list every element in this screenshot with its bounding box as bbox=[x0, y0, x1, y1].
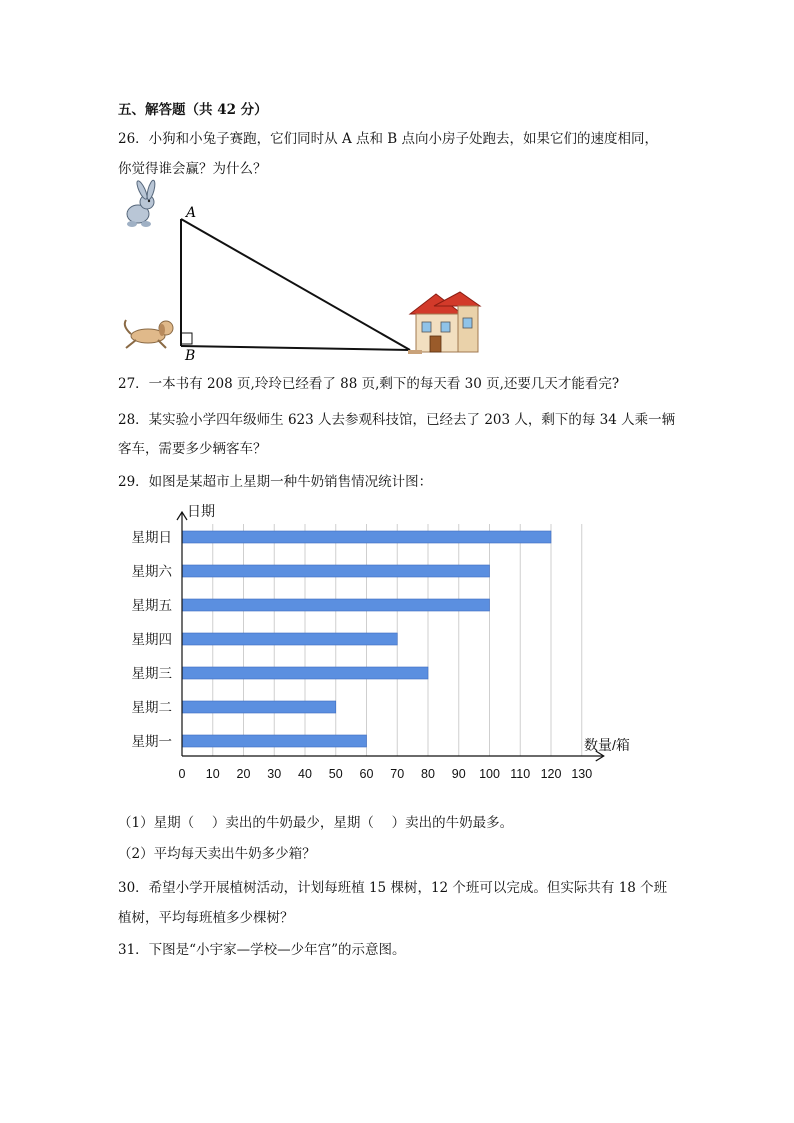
side-a-house bbox=[181, 219, 410, 350]
x-tick-label: 80 bbox=[421, 767, 435, 781]
category-label: 星期三 bbox=[131, 666, 172, 681]
category-label: 星期四 bbox=[131, 632, 172, 647]
bar-星期四 bbox=[182, 633, 397, 645]
right-angle-mark bbox=[181, 333, 192, 344]
section-title: 五、解答题（共 42 分） bbox=[118, 102, 268, 118]
bar-星期日 bbox=[182, 531, 551, 543]
milk-sales-chart bbox=[118, 498, 630, 788]
x-axis-title: 数量/箱 bbox=[584, 737, 630, 753]
bar-星期一 bbox=[182, 735, 367, 747]
q29-sub1: （1）星期（ ）卖出的牛奶最少，星期（ ）卖出的牛奶最多。 bbox=[118, 815, 514, 831]
q30-line2: 植树，平均每班植多少棵树？ bbox=[118, 910, 294, 926]
dog-icon bbox=[125, 320, 173, 348]
q28-line2: 客车，需要多少辆客车？ bbox=[118, 441, 267, 457]
house-icon bbox=[408, 292, 480, 354]
x-tick-label: 60 bbox=[359, 767, 374, 781]
x-tick-label: 40 bbox=[298, 767, 312, 781]
x-tick-label: 120 bbox=[540, 767, 562, 781]
q30-line1: 30．希望小学开展植树活动，计划每班植 15 棵树，12 个班可以完成。但实际共有 18 个班 bbox=[118, 880, 668, 896]
category-label: 星期六 bbox=[131, 564, 172, 579]
category-label: 星期一 bbox=[131, 734, 172, 749]
rabbit-icon bbox=[127, 180, 156, 227]
x-tick-label: 130 bbox=[571, 767, 593, 781]
x-tick-label: 110 bbox=[510, 767, 531, 781]
category-label: 星期日 bbox=[131, 530, 172, 545]
label-a: A bbox=[186, 205, 197, 221]
bar-星期三 bbox=[182, 667, 428, 679]
q28-line1: 28．某实验小学四年级师生 623 人去参观科技馆，已经去了 203 人，剩下的每 34 人乘一辆 bbox=[118, 412, 676, 428]
q26-line1: 26．小狗和小兔子赛跑，它们同时从 A 点和 B 点向小房子处跑去，如果它们的速度相同， bbox=[118, 131, 659, 147]
x-tick-label: 0 bbox=[178, 767, 186, 781]
side-b-house bbox=[181, 346, 410, 350]
x-tick-label: 70 bbox=[390, 767, 405, 781]
x-tick-label: 100 bbox=[479, 767, 500, 781]
category-label: 星期五 bbox=[131, 598, 172, 613]
x-tick-label: 20 bbox=[236, 767, 251, 781]
q29-intro: 29．如图是某超市上星期一种牛奶销售情况统计图： bbox=[118, 474, 433, 490]
bar-星期五 bbox=[182, 599, 490, 611]
x-tick-label: 30 bbox=[267, 767, 282, 781]
x-tick-label: 50 bbox=[328, 767, 343, 781]
q27: 27．一本书有 208 页,玲玲已经看了 88 页,剩下的每天看 30 页,还要几天才能看完? bbox=[118, 376, 620, 392]
label-b: B bbox=[185, 348, 196, 364]
q31: 31．下图是“小宇家—学校—少年宫”的示意图。 bbox=[118, 942, 406, 958]
q29-sub2: （2）平均每天卖出牛奶多少箱？ bbox=[118, 846, 316, 862]
x-tick-label: 90 bbox=[451, 767, 466, 781]
race-diagram bbox=[118, 184, 488, 362]
category-label: 星期二 bbox=[131, 700, 172, 715]
y-axis-title: 日期 bbox=[187, 503, 215, 519]
bar-星期二 bbox=[182, 701, 336, 713]
bar-星期六 bbox=[182, 565, 490, 577]
x-tick-label: 10 bbox=[205, 767, 220, 781]
q26-line2: 你觉得谁会赢？为什么？ bbox=[118, 161, 267, 177]
